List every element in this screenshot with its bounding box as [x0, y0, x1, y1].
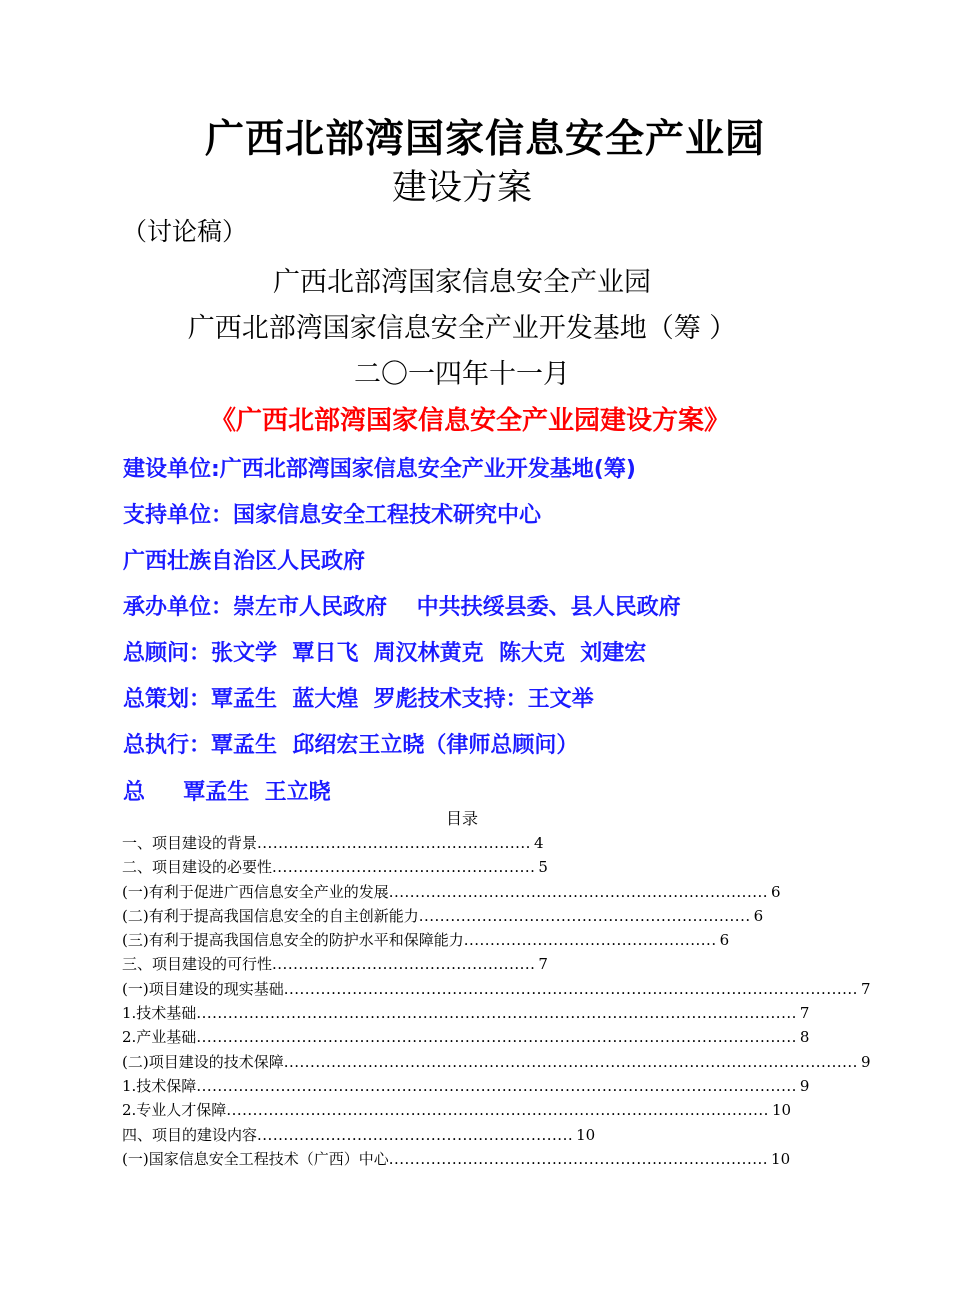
credit-line: 承办单位：崇左市人民政府 中共扶绥县委、县人民政府	[123, 595, 681, 620]
toc-leader-dots: ..................................................................................................................	[196, 1028, 797, 1047]
toc-leader-dots: ..................................................................................................................	[196, 1076, 797, 1095]
toc-entry-page: 6	[753, 906, 764, 925]
toc-entry[interactable]	[122, 978, 871, 1002]
toc-entry-label: 三、项目建设的可行性	[122, 955, 273, 974]
toc-entry-label: 1.技术基础	[122, 1004, 197, 1023]
credit-line: 建设单位:广西北部湾国家信息安全产业开发基地(筹)	[123, 457, 636, 482]
toc-entry-label: 四、项目的建设内容	[122, 1125, 258, 1144]
toc-entry-page: 10	[771, 1149, 791, 1168]
toc-entry-label: 2.专业人才保障	[122, 1101, 227, 1120]
toc-entry-page: 6	[719, 931, 730, 950]
toc-entry[interactable]	[122, 1099, 792, 1123]
toc-leader-dots: ............................................................	[257, 1125, 574, 1144]
toc-entry-label: (一)项目建设的现实基础	[122, 979, 284, 998]
toc-leader-dots: ........................................................................	[388, 882, 769, 901]
toc-entry-label: (一)国家信息安全工程技术（广西）中心	[122, 1149, 389, 1168]
org-line-2: 广西北部湾国家信息安全产业开发基地（筹 ）	[187, 313, 737, 344]
toc-leader-dots: ........................................................................	[388, 1149, 769, 1168]
credit-line: 广西壮族自治区人民政府	[123, 549, 366, 574]
toc-leader-dots: .............................................................................................................	[283, 979, 858, 998]
toc-entry[interactable]	[122, 1051, 871, 1075]
toc-leader-dots: ..................................................	[272, 858, 536, 877]
credit-line: 总策划：覃孟生 蓝大煌 罗彪技术支持：王文举	[123, 687, 594, 712]
toc-leader-dots: ....................................................	[257, 834, 531, 852]
toc-leader-dots: ..................................................	[272, 955, 536, 974]
toc-entry-label: (二)有利于提高我国信息安全的自主创新能力	[122, 906, 419, 925]
toc-entry-page: 9	[799, 1076, 810, 1095]
toc-entry-page: 7	[799, 1004, 810, 1023]
toc-entry[interactable]	[122, 1026, 810, 1050]
toc-leader-dots: .............................................................................................................	[283, 1052, 858, 1071]
toc-leader-dots: .......................................................................................................	[226, 1101, 769, 1120]
toc-entry-page: 6	[771, 882, 781, 901]
doc-title-line2: 建设方案	[391, 168, 532, 208]
toc-entry-page: 5	[538, 858, 548, 877]
toc-entry[interactable]	[122, 832, 762, 856]
toc-entry[interactable]	[122, 1075, 810, 1099]
toc-title: 目录	[445, 809, 478, 828]
toc-entry[interactable]	[122, 1002, 810, 1026]
table-of-contents	[122, 832, 871, 1172]
org-line-1: 广西北部湾国家信息安全产业园	[273, 267, 651, 298]
toc-entry-page: 8	[799, 1028, 810, 1047]
toc-entry[interactable]	[122, 929, 762, 953]
credit-line: 总执行：覃孟生 邱绍宏王立晓（律师总顾问）	[123, 733, 579, 758]
toc-leader-dots: ...............................................................	[418, 906, 751, 925]
doc-title-line1: 广西北部湾国家信息安全产业园	[204, 117, 765, 162]
toc-entry-page: 10	[771, 1101, 792, 1120]
toc-leader-dots: ..................................................................................................................	[196, 1004, 797, 1023]
toc-entry-label: 一、项目建设的背景	[122, 834, 258, 852]
toc-entry[interactable]	[122, 1148, 791, 1172]
toc-entry-page: 10	[576, 1125, 596, 1144]
credit-line: 支持单位：国家信息安全工程技术研究中心	[123, 503, 542, 528]
toc-entry[interactable]	[122, 881, 781, 905]
toc-entry-label: (二)项目建设的技术保障	[122, 1052, 284, 1071]
toc-entry-page: 4	[533, 834, 544, 852]
toc-entry-label: 二、项目建设的必要性	[122, 858, 273, 877]
toc-entry[interactable]	[122, 1124, 762, 1148]
date-line: 二〇一四年十一月	[354, 359, 570, 390]
red-document-title: 《广西北部湾国家信息安全产业园建设方案》	[209, 406, 730, 436]
toc-entry[interactable]	[122, 905, 762, 929]
toc-entry-label: 2.产业基础	[122, 1028, 197, 1047]
toc-entry[interactable]	[122, 856, 762, 880]
toc-entry-label: 1.技术保障	[122, 1076, 197, 1095]
toc-entry-page: 7	[860, 979, 871, 998]
toc-entry-label: (三)有利于提高我国信息安全的防护水平和保障能力	[122, 931, 464, 950]
toc-entry-page: 7	[538, 955, 548, 974]
toc-entry-label: (一)有利于促进广西信息安全产业的发展	[122, 882, 389, 901]
draft-note: （讨论稿）	[122, 217, 248, 246]
toc-entry-page: 9	[860, 1052, 871, 1071]
credit-line: 总 覃孟生 王立晓	[123, 780, 331, 805]
toc-leader-dots: ................................................	[463, 931, 717, 950]
credit-line: 总顾问：张文学 覃日飞 周汉林黄克 陈大克 刘建宏	[123, 641, 647, 666]
toc-entry[interactable]	[122, 953, 762, 977]
